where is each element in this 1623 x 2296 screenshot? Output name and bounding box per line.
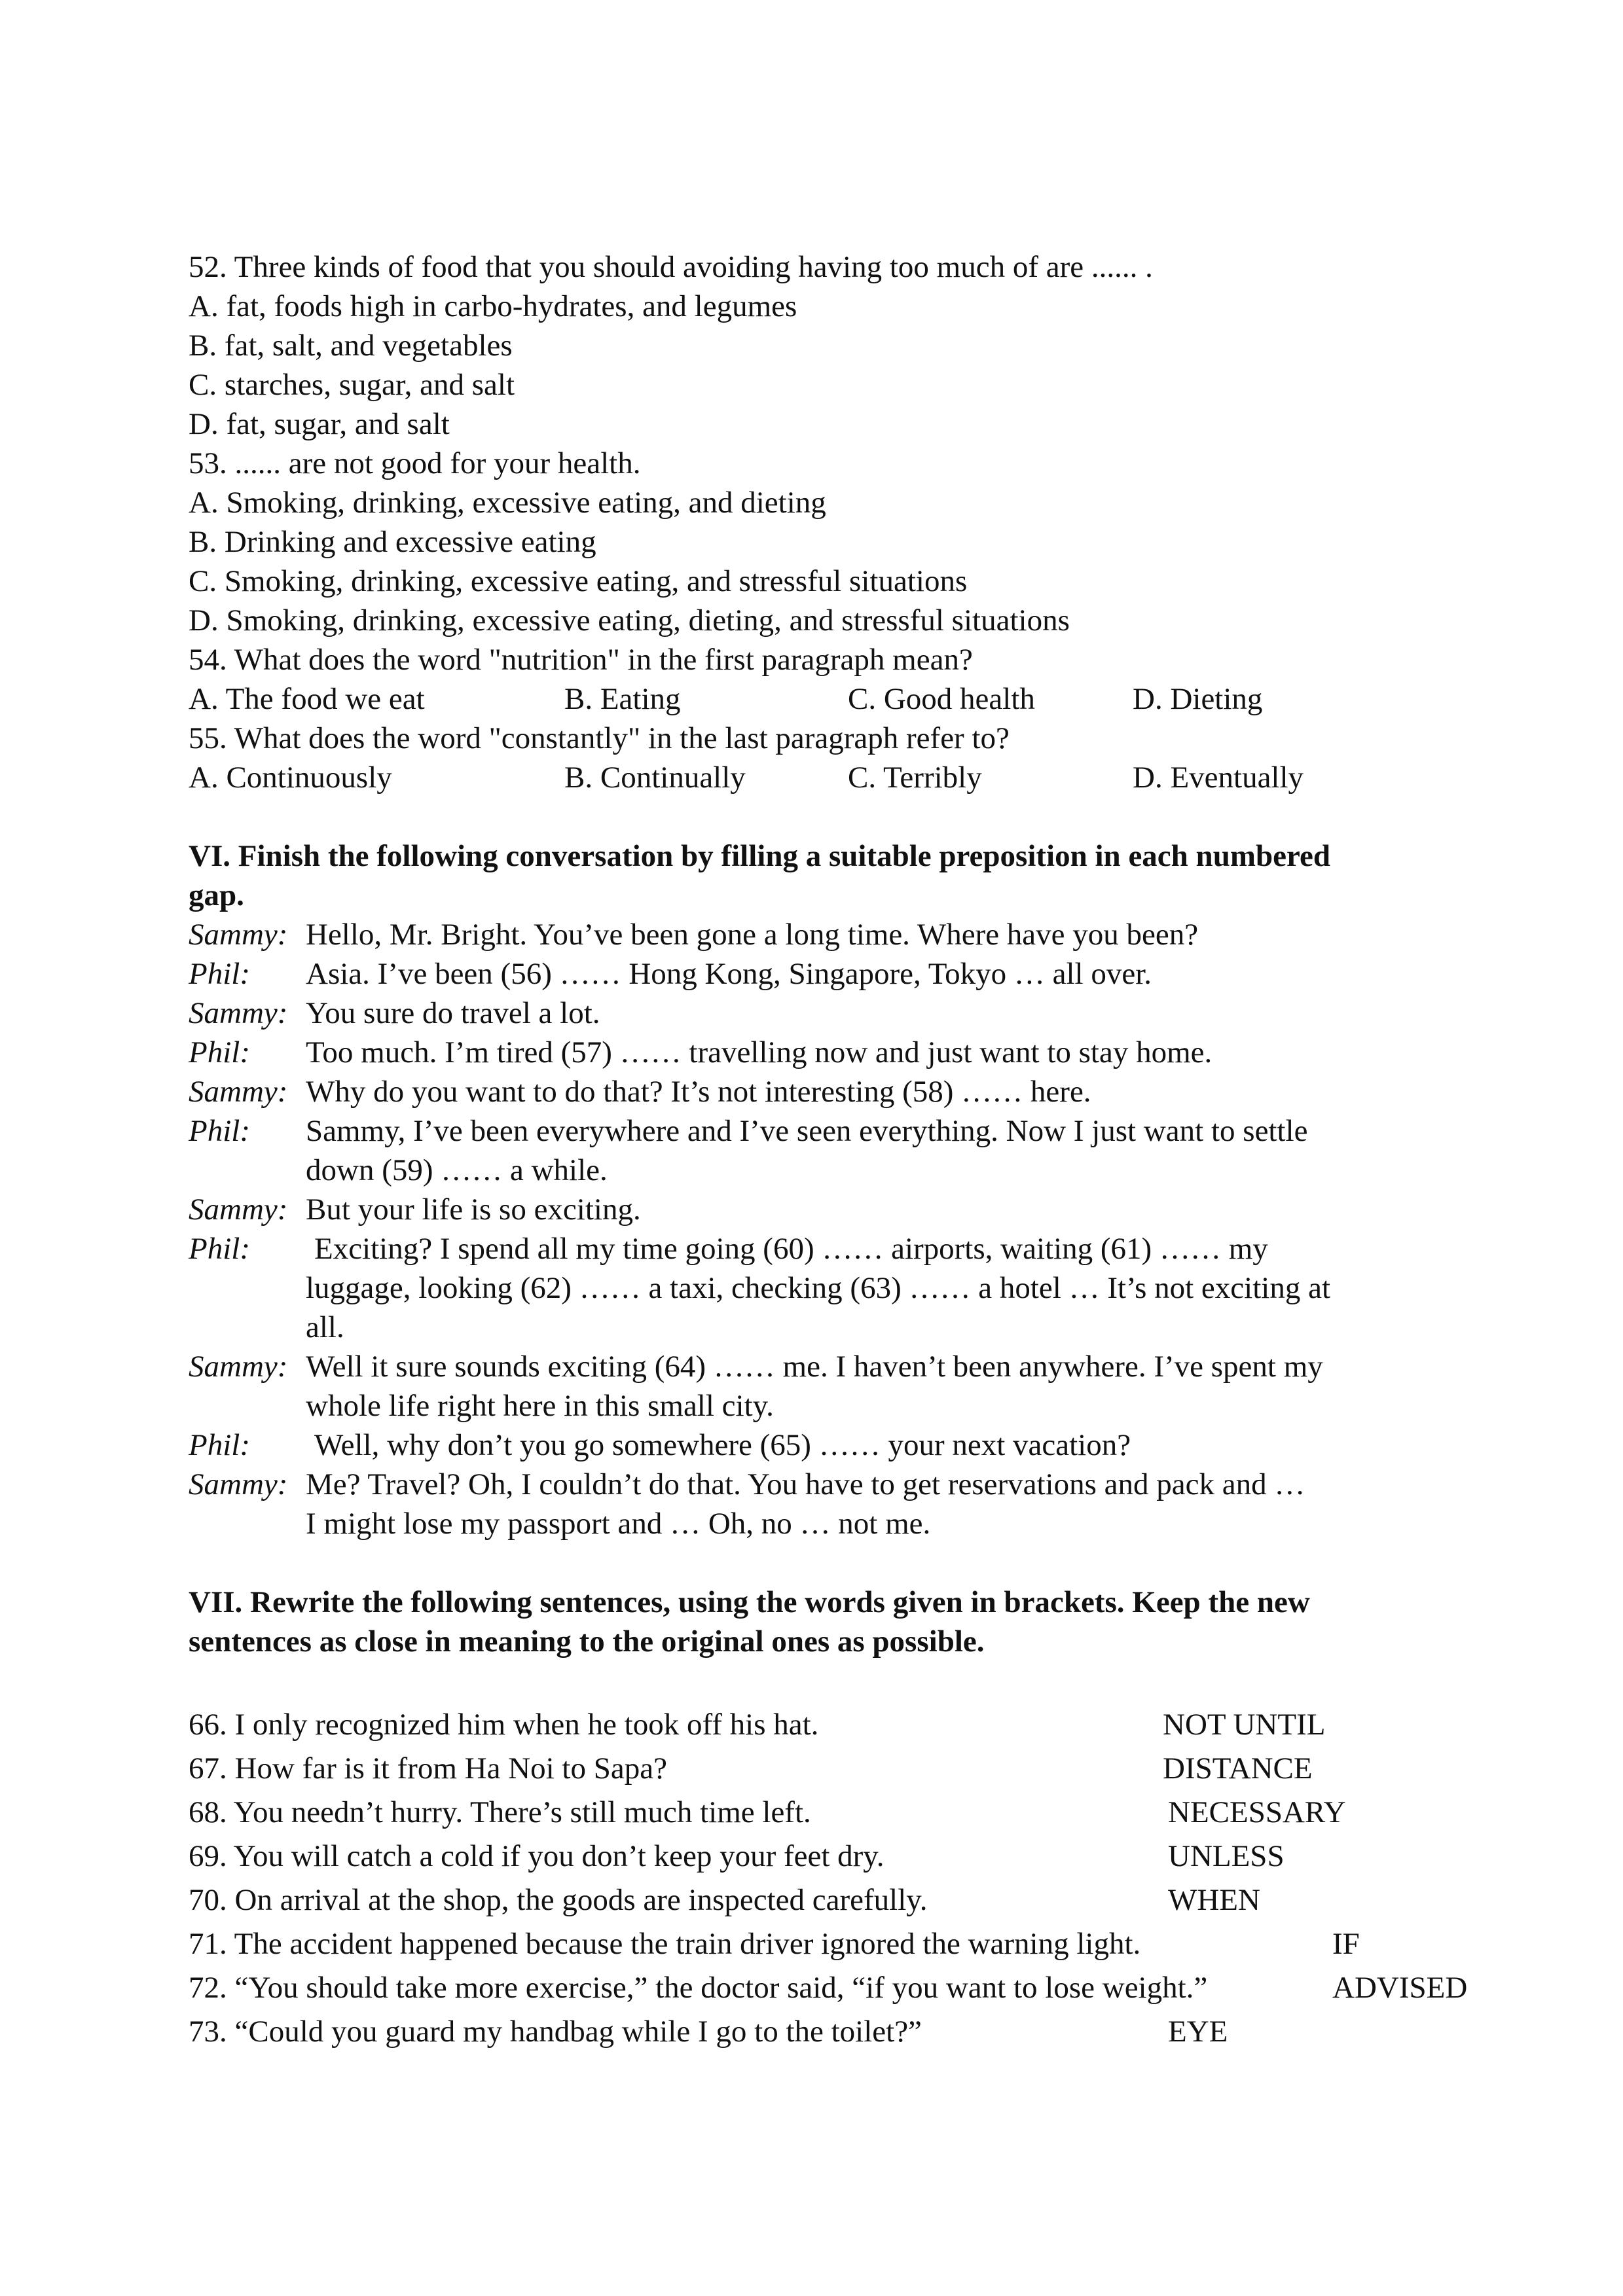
dialogue-line: down (59) …… a while. xyxy=(306,1153,608,1187)
rewrite-item-71: 71. The accident happened because the train driver ignored the warning light. xyxy=(189,1927,1141,1961)
question-52-option-d: D. fat, sugar, and salt xyxy=(189,407,450,441)
dialogue-line: Too much. I’m tired (57) …… travelling now and just want to stay home. xyxy=(306,1035,1213,1069)
question-54-option-c: C. Good health xyxy=(848,682,1035,716)
dialogue-speaker: Phil: xyxy=(189,957,250,991)
question-53-option-b: B. Drinking and excessive eating xyxy=(189,525,596,559)
dialogue-speaker: Sammy: xyxy=(189,918,288,952)
dialogue-line: luggage, looking (62) …… a taxi, checking (63) …… a hotel … It’s not exciting at xyxy=(306,1271,1330,1305)
dialogue-line: all. xyxy=(306,1310,344,1344)
question-52-option-a: A. fat, foods high in carbo-hydrates, and legumes xyxy=(189,289,797,323)
dialogue-line: Me? Travel? Oh, I couldn’t do that. You have to get reservations and pack and … xyxy=(306,1467,1305,1501)
rewrite-keyword-70: WHEN xyxy=(1168,1883,1260,1917)
dialogue-speaker: Phil: xyxy=(189,1114,250,1148)
dialogue-speaker: Phil: xyxy=(189,1428,250,1462)
rewrite-keyword-72: ADVISED xyxy=(1332,1971,1468,2005)
question-55-option-b: B. Continually xyxy=(564,761,746,795)
dialogue-line: But your life is so exciting. xyxy=(306,1193,641,1227)
rewrite-item-67: 67. How far is it from Ha Noi to Sapa? xyxy=(189,1751,667,1785)
rewrite-keyword-73: EYE xyxy=(1168,2015,1228,2049)
question-54-option-a: A. The food we eat xyxy=(189,682,425,716)
dialogue-speaker: Sammy: xyxy=(189,1193,288,1227)
dialogue-line: I might lose my passport and … Oh, no … not me. xyxy=(306,1507,931,1541)
rewrite-keyword-68: NECESSARY xyxy=(1168,1795,1346,1829)
rewrite-keyword-67: DISTANCE xyxy=(1163,1751,1313,1785)
dialogue-line: Well, why don’t you go somewhere (65) …… your next vacation? xyxy=(314,1428,1131,1462)
dialogue-speaker: Sammy: xyxy=(189,1350,288,1384)
question-55-option-a: A. Continuously xyxy=(189,761,392,795)
rewrite-keyword-69: UNLESS xyxy=(1168,1839,1285,1873)
rewrite-keyword-66: NOT UNTIL xyxy=(1163,1708,1326,1742)
section-7-heading-cont: sentences as close in meaning to the original ones as possible. xyxy=(189,1624,985,1659)
dialogue-line: Well it sure sounds exciting (64) …… me. I haven’t been anywhere. I’ve spent my xyxy=(306,1350,1323,1384)
question-54-option-b: B. Eating xyxy=(564,682,681,716)
dialogue-line: Exciting? I spend all my time going (60) …… airports, waiting (61) …… my xyxy=(314,1232,1268,1266)
dialogue-speaker: Sammy: xyxy=(189,996,288,1030)
question-53-stem: 53. ...... are not good for your health. xyxy=(189,446,641,480)
rewrite-item-73: 73. “Could you guard my handbag while I go to the toilet?” xyxy=(189,2015,922,2049)
question-54-option-d: D. Dieting xyxy=(1133,682,1263,716)
rewrite-item-70: 70. On arrival at the shop, the goods are inspected carefully. xyxy=(189,1883,928,1917)
dialogue-speaker: Phil: xyxy=(189,1035,250,1069)
section-7-heading: VII. Rewrite the following sentences, using the words given in brackets. Keep the new xyxy=(189,1585,1310,1619)
rewrite-item-68: 68. You needn’t hurry. There’s still much time left. xyxy=(189,1795,811,1829)
dialogue-speaker: Sammy: xyxy=(189,1075,288,1109)
rewrite-item-72: 72. “You should take more exercise,” the doctor said, “if you want to lose weight.” xyxy=(189,1971,1208,2005)
dialogue-line: Hello, Mr. Bright. You’ve been gone a long time. Where have you been? xyxy=(306,918,1199,952)
question-52-stem: 52. Three kinds of food that you should avoiding having too much of are ...... . xyxy=(189,250,1153,284)
dialogue-line: You sure do travel a lot. xyxy=(306,996,600,1030)
question-55-stem: 55. What does the word "constantly" in the last paragraph refer to? xyxy=(189,721,1010,755)
rewrite-item-69: 69. You will catch a cold if you don’t keep your feet dry. xyxy=(189,1839,884,1873)
question-55-option-c: C. Terribly xyxy=(848,761,982,795)
dialogue-line: Asia. I’ve been (56) …… Hong Kong, Singapore, Tokyo … all over. xyxy=(306,957,1152,991)
section-6-heading: VI. Finish the following conversation by filling a suitable preposition in each numbered xyxy=(189,839,1331,873)
section-6-heading-cont: gap. xyxy=(189,878,244,912)
question-55-option-d: D. Eventually xyxy=(1133,761,1304,795)
dialogue-speaker: Phil: xyxy=(189,1232,250,1266)
dialogue-line: Why do you want to do that? It’s not interesting (58) …… here. xyxy=(306,1075,1091,1109)
question-52-option-b: B. fat, salt, and vegetables xyxy=(189,329,513,363)
question-53-option-a: A. Smoking, drinking, excessive eating, and dieting xyxy=(189,486,826,520)
question-53-option-c: C. Smoking, drinking, excessive eating, and stressful situations xyxy=(189,564,968,598)
dialogue-line: whole life right here in this small city. xyxy=(306,1389,774,1423)
question-54-stem: 54. What does the word "nutrition" in the first paragraph mean? xyxy=(189,643,973,677)
dialogue-line: Sammy, I’ve been everywhere and I’ve seen everything. Now I just want to settle xyxy=(306,1114,1308,1148)
question-52-option-c: C. starches, sugar, and salt xyxy=(189,368,515,402)
rewrite-keyword-71: IF xyxy=(1332,1927,1360,1961)
question-53-option-d: D. Smoking, drinking, excessive eating, dieting, and stressful situations xyxy=(189,603,1070,637)
dialogue-speaker: Sammy: xyxy=(189,1467,288,1501)
rewrite-item-66: 66. I only recognized him when he took off his hat. xyxy=(189,1708,819,1742)
